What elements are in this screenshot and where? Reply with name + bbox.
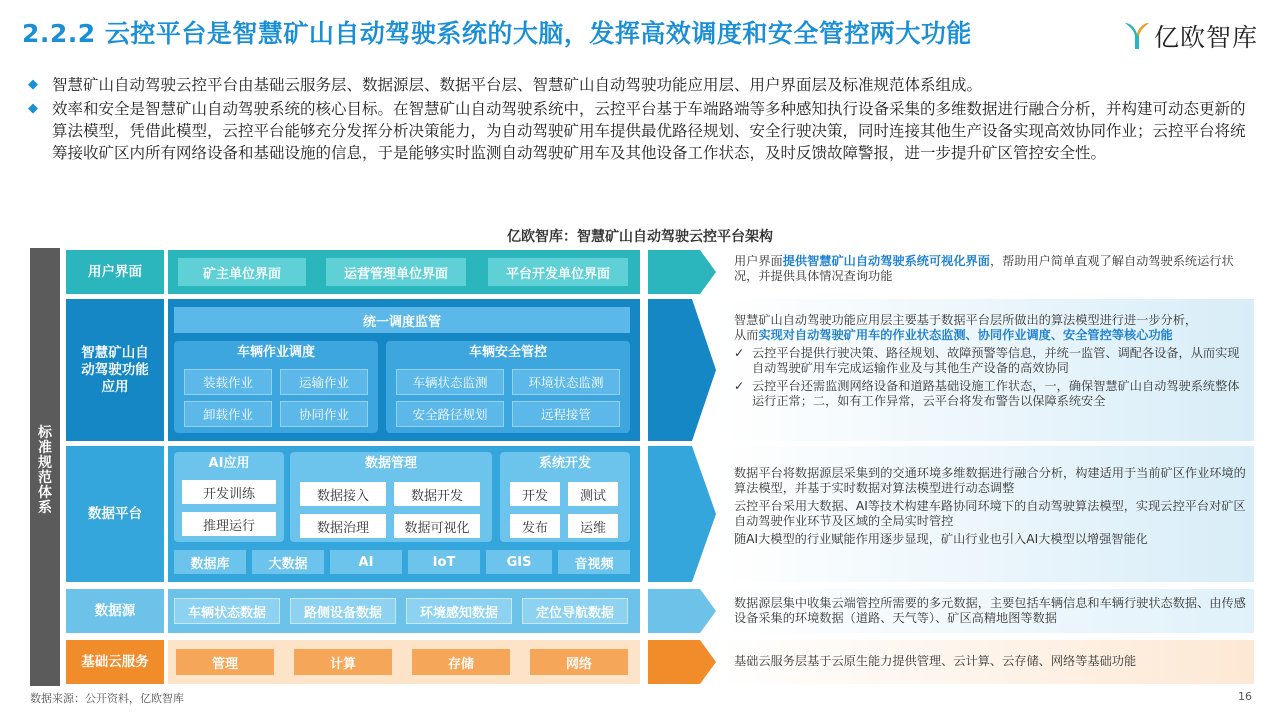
tech-base-item: 数据库 [174, 550, 246, 574]
app-layer-label: 智慧矿山自动驾驶功能应用 [66, 299, 164, 441]
app-cell: 卸载作业 [184, 401, 272, 427]
unified-dispatch-bar: 统一调度监管 [174, 307, 630, 333]
platform-cell: 开发 [510, 482, 560, 506]
platform-cell: 数据可视化 [394, 514, 480, 538]
data-platform-panel [168, 446, 640, 582]
ui-item: 平台开发单位界面 [488, 258, 628, 286]
data-platform-label: 数据平台 [66, 446, 164, 582]
cloud-layer-label: 基础云服务 [66, 640, 164, 684]
arrow-right-icon [648, 250, 716, 294]
cloud-layer-panel [168, 640, 640, 684]
data-source-panel [168, 589, 640, 633]
app-cell: 环境状态监测 [512, 369, 620, 395]
data-source-item: 环境感知数据 [406, 598, 512, 624]
tech-base-item: GIS [486, 550, 552, 574]
group-title: AI应用 [208, 456, 250, 471]
platform-cell: 数据开发 [394, 482, 480, 506]
tech-base-item: AI [330, 550, 402, 574]
data-management-group [290, 452, 492, 542]
vehicle-dispatch-group [174, 341, 378, 433]
app-cell: 远程接管 [512, 401, 620, 427]
arrow-right-icon [648, 299, 716, 441]
app-description: 智慧矿山自动驾驶功能应用层主要基于数据平台层所做出的算法模型进行进一步分析， 从而实现对自动驾驶矿用车的作业状态监测、协同作业调度、安全管控等核心功能 ✓ 云控平台提供行驶决策、路径规划、故障预警等信息，并统一监管、调配各设备，从而实现自动驾驶矿用车完成运输作业及与其他生产设备的高效协同 ✓ 云控平台还需监测网络设备和道路基础设施工作状态，一，确保智慧矿山自动驾驶系统整体运行正常；二，如有工作异常，云平台将发布警告以保障系统安全 [720, 299, 1254, 441]
platform-cell: 开发训练 [182, 480, 276, 504]
ui-layer-panel [168, 250, 640, 294]
vehicle-safety-group [386, 341, 630, 433]
check-item: ✓ 云控平台提供行驶决策、路径规划、故障预警等信息，并统一监管、调配各设备，从而实现自动驾驶矿用车完成运输作业及与其他生产设备的高效协同 [734, 346, 1240, 375]
group-title: 车辆作业调度 [236, 345, 315, 360]
source-description: 数据源层集中收集云端管控所需要的多元数据，主要包括车辆信息和车辆行驶状态数据、由传感设备采集的环境数据（道路、天气等）、矿区高精地图等数据 [720, 589, 1254, 633]
bullet-item [28, 98, 1260, 164]
bullet-text: 智慧矿山自动驾驶云控平台由基础云服务层、数据源层、数据平台层、智慧矿山自动驾驶功能应用层、用户界面层及标准规范体系组成。 [52, 76, 983, 94]
arrow-right-icon [648, 446, 716, 582]
cloud-item: 计算 [294, 649, 392, 675]
cloud-layer [66, 640, 640, 684]
data-source-layer [66, 589, 640, 633]
data-source-label: 数据源 [66, 589, 164, 633]
app-cell: 装载作业 [184, 369, 272, 395]
platform-cell: 运维 [568, 514, 618, 538]
yiou-logo-icon [1124, 21, 1150, 51]
page-number: 16 [1238, 690, 1252, 703]
logo [1124, 18, 1258, 54]
standard-spec-label: 标 准 规 范 体 系 [38, 425, 52, 516]
cloud-item: 网络 [530, 649, 628, 675]
platform-description: 数据平台将数据源层采集到的交通环境多维数据进行融合分析，构建适用于当前矿区作业环境的算法模型，并基于实时数据对算法模型进行动态调整 云控平台采用大数据、AI等技术构建车路协同环境下的自动驾驶算法模型，实现云控平台对矿区自动驾驶作业环节及区域的全局实时管控 随AI大模型的行业赋能作用逐步显现，矿山行业也引入AI大模型以增强智能化 [720, 446, 1254, 582]
app-cell: 运输作业 [280, 369, 368, 395]
ui-description: 用户界面提供智慧矿山自动驾驶系统可视化界面，帮助用户简单直观了解自动驾驶系统运行状况，并提供具体情况查询功能 [720, 250, 1254, 294]
bullet-list [28, 74, 1260, 166]
arrow-right-icon [648, 589, 716, 633]
tech-base-item: 音视频 [558, 550, 630, 574]
app-layer [66, 299, 640, 441]
ui-layer [66, 250, 640, 294]
platform-cell: 数据治理 [300, 514, 386, 538]
group-title: 数据管理 [364, 456, 417, 471]
cloud-description: 基础云服务层基于云原生能力提供管理、云计算、云存储、网络等基础功能 [720, 640, 1254, 684]
app-cell: 车辆状态监测 [396, 369, 504, 395]
ui-item: 矿主单位界面 [178, 258, 306, 286]
ai-app-group [174, 452, 284, 542]
diagram-title: 亿欧智库：智慧矿山自动驾驶云控平台架构 [507, 229, 773, 245]
diamond-bullet-icon: ◆ [28, 101, 38, 116]
logo-text: 亿欧智库 [1154, 23, 1259, 52]
platform-cell: 数据接入 [300, 482, 386, 506]
check-item: ✓ 云控平台还需监测网络设备和道路基础设施工作状态，一，确保智慧矿山自动驾驶系统整体运行正常；二，如有工作异常，云平台将发布警告以保障系统安全 [734, 379, 1240, 408]
ui-item: 运营管理单位界面 [326, 258, 466, 286]
page-title: 2.2.2 云控平台是智慧矿山自动驾驶系统的大脑，发挥高效调度和安全管控两大功能 [22, 19, 972, 48]
check-icon: ✓ [734, 346, 745, 360]
ui-layer-label: 用户界面 [66, 250, 164, 294]
tech-base-item: 大数据 [252, 550, 324, 574]
cloud-item: 管理 [176, 649, 274, 675]
group-title: 系统开发 [538, 456, 591, 471]
tech-base-item: IoT [408, 550, 480, 574]
app-cell: 协同作业 [280, 401, 368, 427]
data-source-item: 车辆状态数据 [174, 598, 280, 624]
data-platform-layer [66, 446, 640, 582]
standard-spec-bar [30, 248, 60, 686]
app-layer-panel [168, 299, 640, 441]
bullet-item [28, 74, 1260, 96]
platform-cell: 发布 [510, 514, 560, 538]
platform-cell: 测试 [568, 482, 618, 506]
bullet-text: 效率和安全是智慧矿山自动驾驶系统的核心目标。在智慧矿山自动驾驶系统中，云控平台基于车端路端等多种感知执行设备采集的多维数据进行融合分析，并构建可动态更新的算法模型，凭借此模型，云控平台能够充分发挥分析决策能力，为自动驾驶矿用车提供最优路径规划、安全行驶决策，同时连接其他生产设备实现高效协同作业；云控平台将统筹接收矿区内所有网络设备和基础设施的信息，于是能够实时监测自动驾驶矿用车及其他设备工作状态，及时反馈故障警报，进一步提升矿区管控安全性。 [52, 100, 1246, 162]
data-source-item: 路侧设备数据 [290, 598, 396, 624]
cloud-item: 存储 [412, 649, 510, 675]
arrow-right-icon [648, 640, 716, 684]
group-title: 车辆安全管控 [468, 345, 547, 360]
system-dev-group [500, 452, 630, 542]
platform-cell: 推理运行 [182, 512, 276, 536]
data-source-item: 定位导航数据 [522, 598, 628, 624]
app-cell: 安全路径规划 [396, 401, 504, 427]
check-icon: ✓ [734, 379, 745, 393]
source-footnote: 数据来源：公开资料，亿欧智库 [30, 692, 184, 705]
diamond-bullet-icon: ◆ [28, 77, 38, 92]
